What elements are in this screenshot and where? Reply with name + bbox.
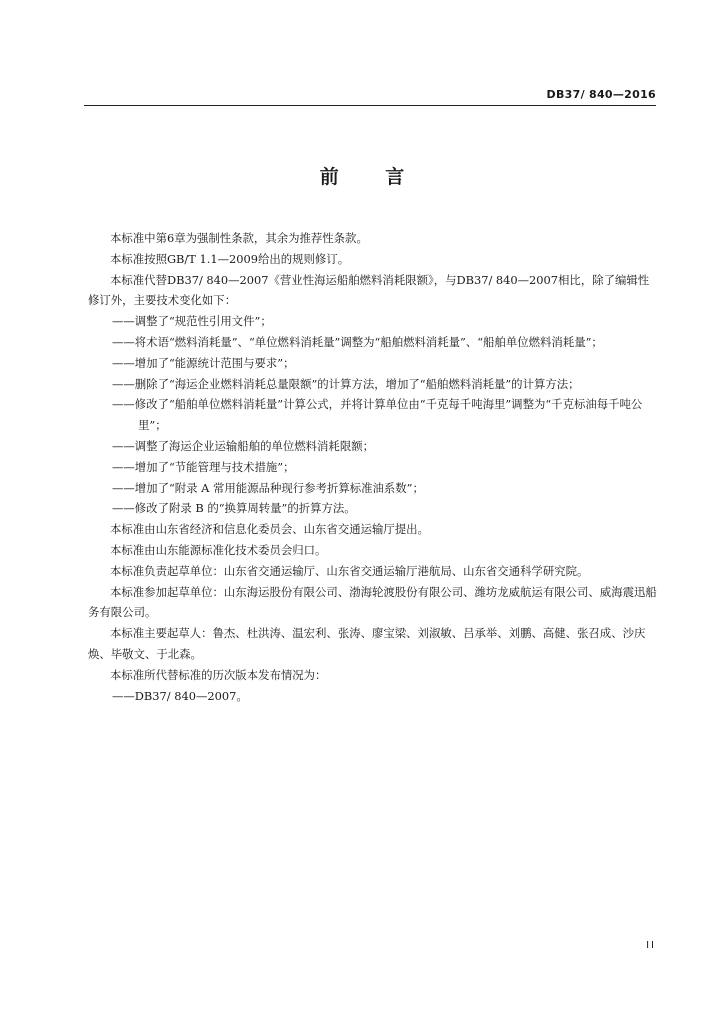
paragraph-main-drafters: 本标准主要起草人：鲁杰、杜洪涛、温宏利、张涛、廖宝梁、刘淑敏、吕承举、刘鹏、高健、张召成、沙庆焕、毕敬文、于北森。 [88, 626, 646, 661]
paragraph-committee: 本标准由山东能源标准化技术委员会归口。 [110, 542, 327, 557]
change-item: ——修改了“船舶单位燃料消耗量”计算公式，并将计算单位由“千克每千吨海里”调整为“千克标油每千吨公里”； [112, 397, 643, 433]
change-item: ——将术语“燃料消耗量”、“单位燃料消耗量”调整为“船舶燃料消耗量”、“船舶单位燃料消耗量”； [112, 334, 603, 349]
page-title: 前 言 [319, 166, 425, 188]
paragraph-version-history: 本标准所代替标准的历次版本发布情况为： [110, 667, 327, 682]
paragraph-participating-drafters: 本标准参加起草单位：山东海运股份有限公司、渤海轮渡股份有限公司、潍坊龙威航运有限公司、威海震迅船务有限公司。 [88, 584, 657, 620]
change-item: ——调整了海运企业运输船舶的单位燃料消耗限额； [112, 438, 374, 453]
header-rule [84, 105, 656, 106]
paragraph-mandatory-clauses: 本标准中第6章为强制性条款，其余为推荐性条款。 [110, 231, 368, 245]
change-item: ——增加了“节能管理与技术措施”； [112, 459, 295, 474]
change-item: ——调整了“规范性引用文件”； [112, 314, 272, 329]
change-item: ——增加了“附录 A 常用能源品种现行参考折算标准油系数”； [112, 480, 424, 495]
change-item: ——增加了“能源统计范围与要求”； [112, 355, 295, 370]
paragraph-replacement: 本标准代替DB37/ 840—2007《营业性海运船舶燃料消耗限额》，与DB37/ 840—2007相比，除了编辑性修订外，主要技术变化如下： [88, 272, 650, 308]
paragraph-proposer: 本标准由山东省经济和信息化委员会、山东省交通运输厅提出。 [110, 522, 429, 537]
page-number: II [646, 940, 656, 951]
foreword-body [88, 228, 658, 706]
paragraph-drafting-rules: 本标准按照GB/T 1.1—2009给出的规则修订。 [110, 251, 350, 266]
standard-code: DB37/ 840—2016 [546, 88, 656, 101]
paragraph-lead-drafters: 本标准负责起草单位：山东省交通运输厅、山东省交通运输厅港航局、山东省交通科学研究院。 [110, 563, 589, 578]
change-item: ——删除了“海运企业燃料消耗总量限额”的计算方法，增加了“船舶燃料消耗量”的计算方法； [112, 376, 580, 391]
version-item: ——DB37/ 840—2007。 [112, 688, 248, 703]
change-item: ——修改了附录 B 的“换算周转量”的折算方法。 [112, 501, 356, 516]
